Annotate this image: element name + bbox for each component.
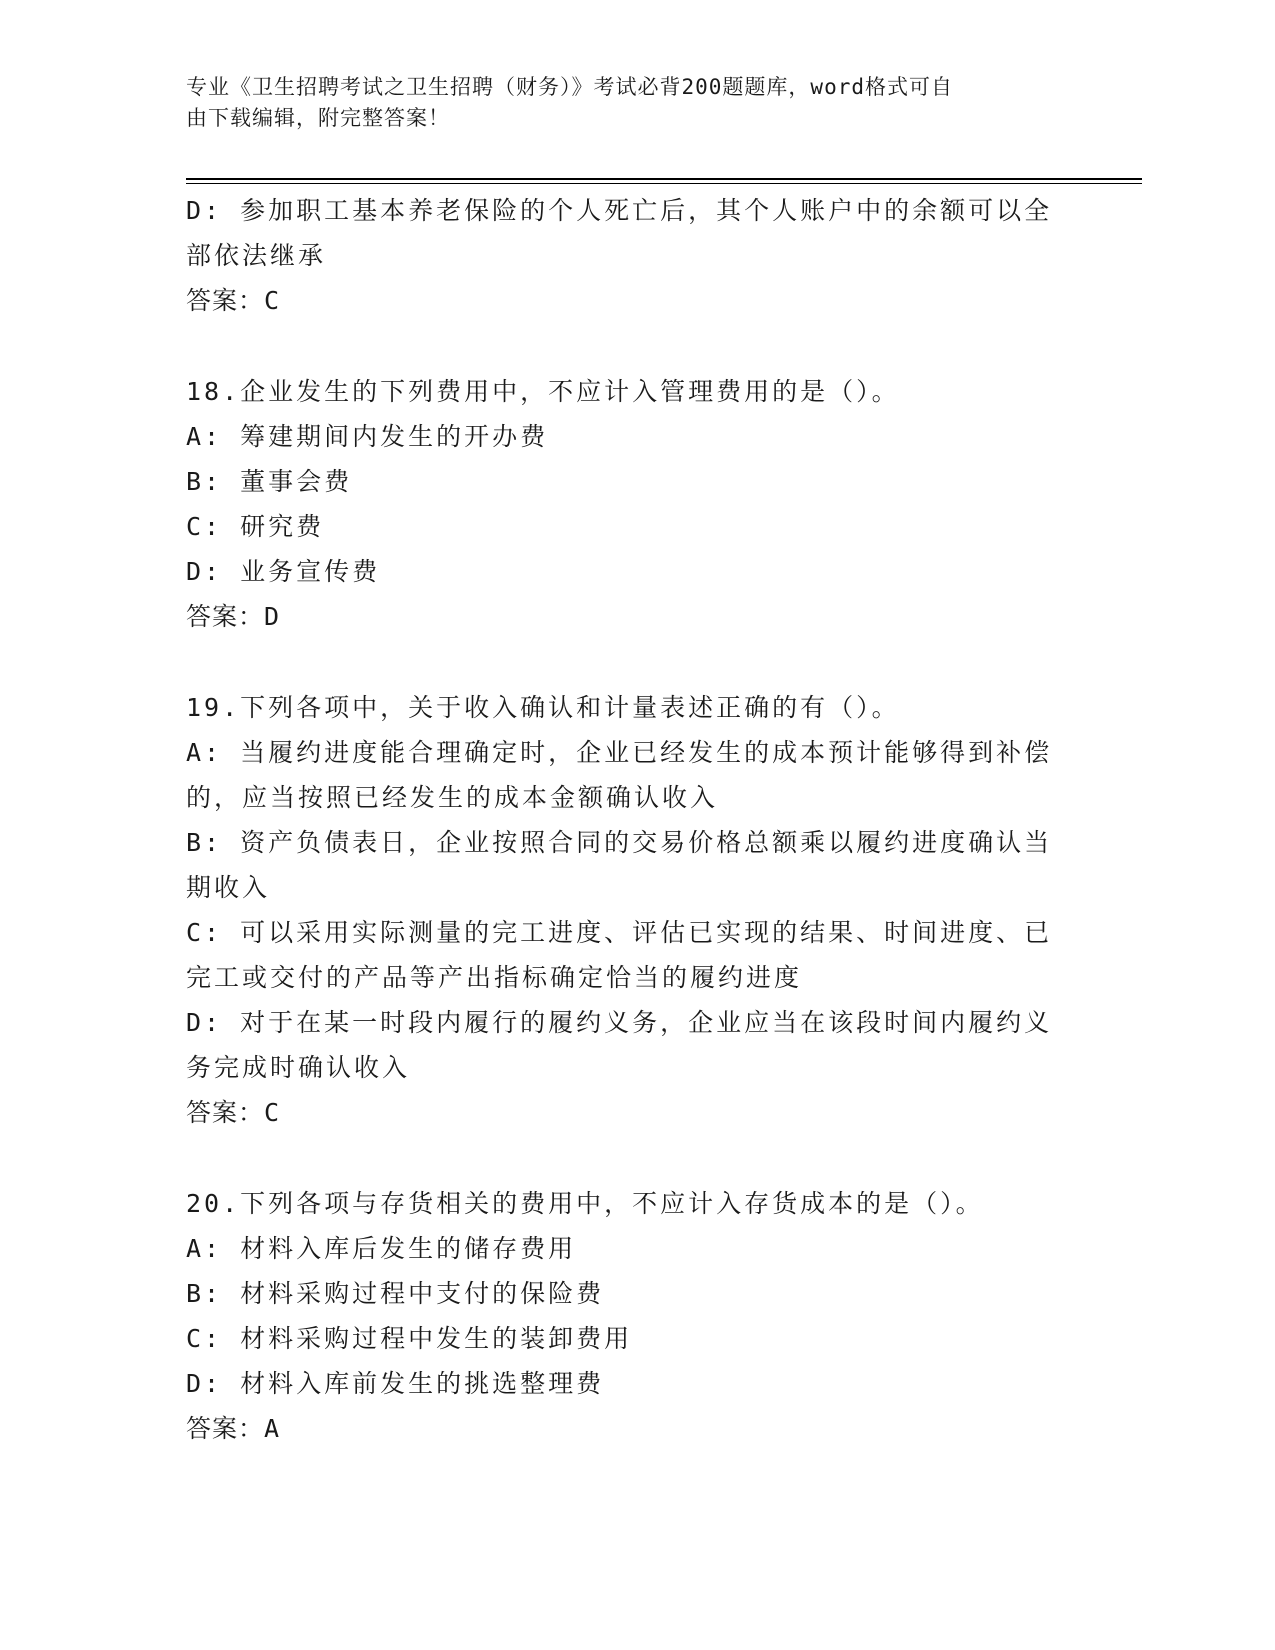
- option-a-line-2: 的，应当按照已经发生的成本金额确认收入: [186, 783, 719, 812]
- answer-label: 答案：: [186, 602, 265, 631]
- option-b: B: 董事会费: [186, 467, 353, 496]
- document-header: [186, 72, 1066, 134]
- question-19: [186, 685, 1086, 1135]
- answer-value: C: [264, 1098, 281, 1127]
- spacer: [186, 639, 1086, 685]
- question-stem: 20.下列各项与存货相关的费用中，不应计入存货成本的是（）。: [186, 1189, 984, 1218]
- header-line-1: 专业《卫生招聘考试之卫生招聘（财务）》考试必背200题题库，word格式可自: [186, 75, 953, 99]
- answer-line: [186, 278, 1086, 323]
- spacer: [186, 1135, 1086, 1181]
- document-body: [186, 188, 1086, 1451]
- prev-question-tail: [186, 188, 1086, 323]
- answer-value: D: [264, 602, 281, 631]
- option-c: C: 研究费: [186, 512, 325, 541]
- answer-value: C: [264, 286, 281, 315]
- question-stem: 18.企业发生的下列费用中，不应计入管理费用的是（）。: [186, 377, 900, 406]
- answer-label: 答案：: [186, 1098, 265, 1127]
- question-20: [186, 1181, 1086, 1451]
- option-a: A: 材料入库后发生的储存费用: [186, 1234, 577, 1263]
- question-18: [186, 369, 1086, 639]
- answer-line: [186, 1406, 1086, 1451]
- header-line-2: 由下载编辑，附完整答案！: [186, 106, 450, 130]
- option-a: A: 筹建期间内发生的开办费: [186, 422, 549, 451]
- option-b: B: 材料采购过程中支付的保险费: [186, 1279, 605, 1308]
- answer-label: 答案：: [186, 1414, 265, 1443]
- option-c: C: 材料采购过程中发生的装卸费用: [186, 1324, 633, 1353]
- option-c-line-2: 完工或交付的产品等产出指标确定恰当的履约进度: [186, 963, 803, 992]
- option-d: D: 材料入库前发生的挑选整理费: [186, 1369, 605, 1398]
- spacer: [186, 323, 1086, 369]
- answer-line: [186, 594, 1086, 639]
- header-divider-thick: [186, 178, 1142, 180]
- option-d: D: 业务宣传费: [186, 557, 381, 586]
- option-c-line-1: C: 可以采用实际测量的完工进度、评估已实现的结果、时间进度、已: [186, 918, 1053, 947]
- option-a-line-1: A: 当履约进度能合理确定时，企业已经发生的成本预计能够得到补偿: [186, 738, 1053, 767]
- option-b-line-1: B: 资产负债表日，企业按照合同的交易价格总额乘以履约进度确认当: [186, 828, 1053, 857]
- answer-label: 答案：: [186, 286, 265, 315]
- option-d-line-2: 务完成时确认收入: [186, 1053, 411, 1082]
- option-b-line-2: 期收入: [186, 873, 271, 902]
- option-d-line-1: D: 参加职工基本养老保险的个人死亡后，其个人账户中的余额可以全: [186, 196, 1053, 225]
- answer-line: [186, 1090, 1086, 1135]
- answer-value: A: [264, 1414, 281, 1443]
- header-divider-thin: [186, 183, 1142, 184]
- option-d-line-1: D: 对于在某一时段内履行的履约义务，企业应当在该段时间内履约义: [186, 1008, 1053, 1037]
- question-stem: 19.下列各项中，关于收入确认和计量表述正确的有（）。: [186, 693, 900, 722]
- option-d-line-2: 部依法继承: [186, 241, 327, 270]
